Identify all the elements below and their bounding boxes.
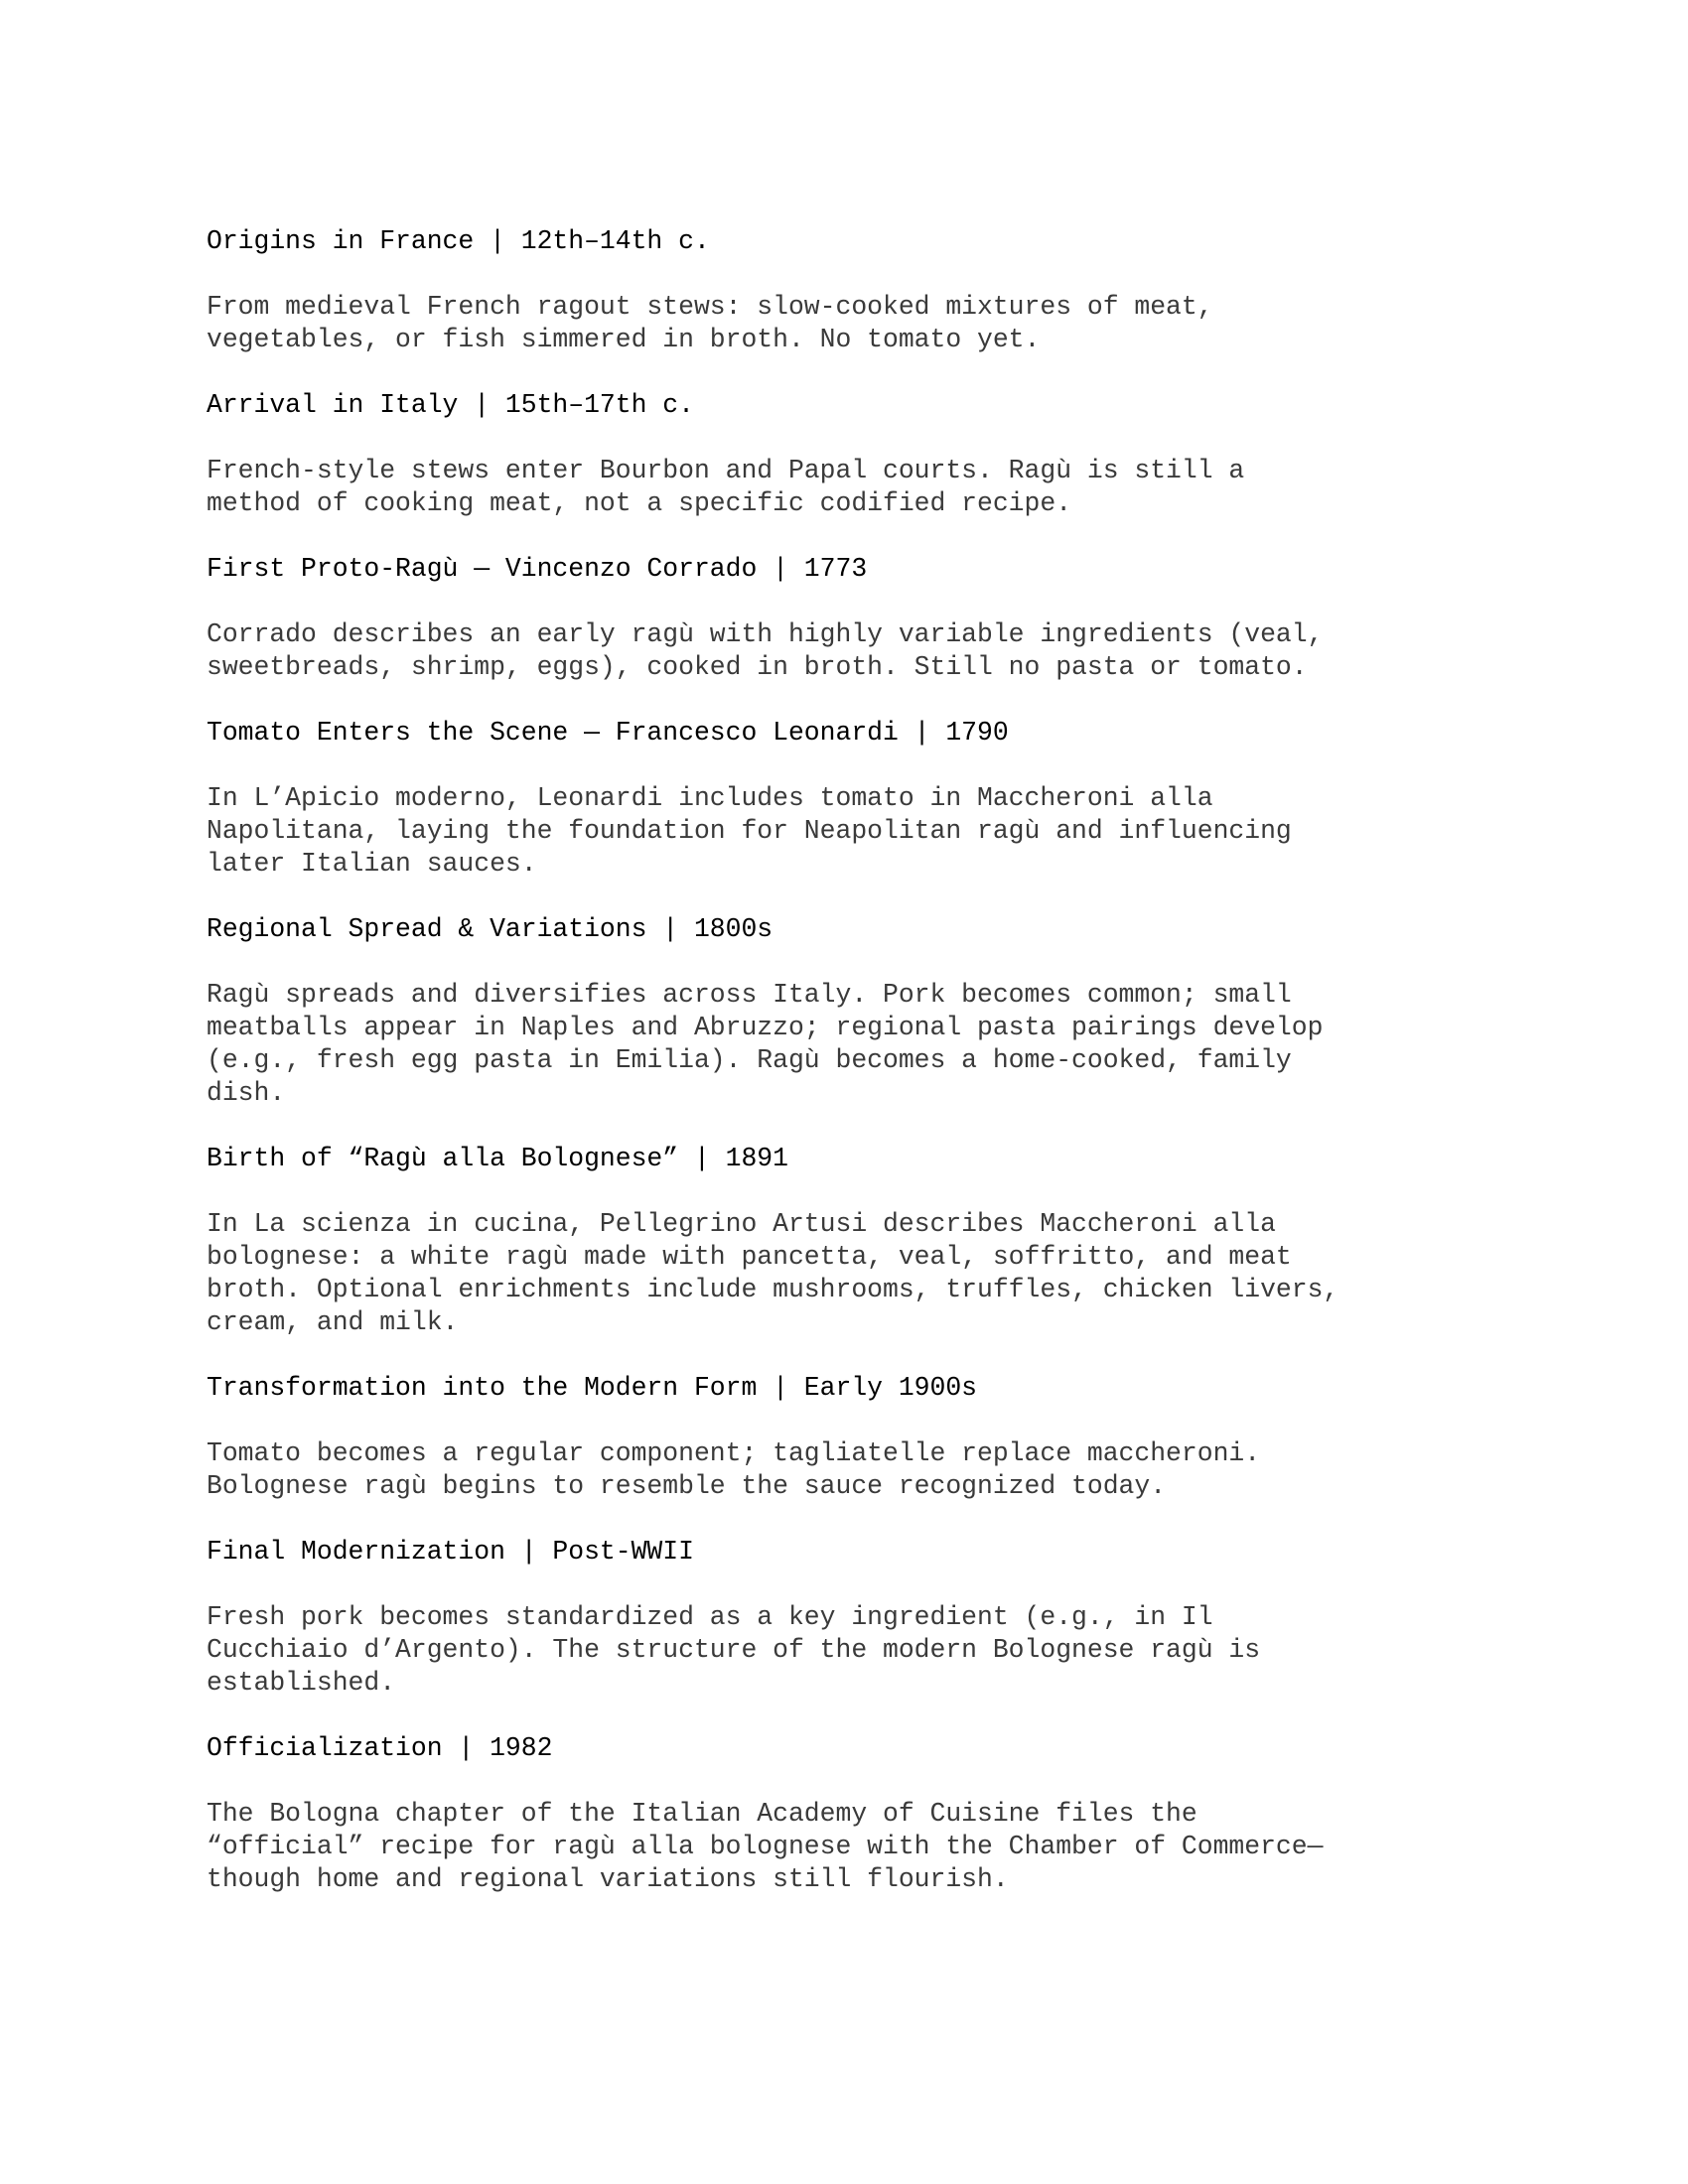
entry-heading: Officialization | 1982 bbox=[207, 1733, 553, 1763]
timeline-entry-arrival-italy bbox=[207, 389, 1529, 520]
entry-body: French-style stews enter Bourbon and Papal courts. Ragù is still a method of cooking meat, not a specific codified recipe. bbox=[207, 456, 1245, 518]
entry-heading: Arrival in Italy | 15th–17th c. bbox=[207, 390, 694, 420]
timeline-entry-tomato bbox=[207, 717, 1529, 881]
entry-body: Tomato becomes a regular component; tagliatelle replace maccheroni. Bolognese ragù begins to resemble the sauce recognized today. bbox=[207, 1438, 1261, 1501]
entry-heading: Origins in France | 12th–14th c. bbox=[207, 226, 710, 256]
entry-heading: Tomato Enters the Scene — Francesco Leonardi | 1790 bbox=[207, 718, 1009, 748]
entry-body: The Bologna chapter of the Italian Academy of Cuisine files the “official” recipe for ragù alla bolognese with the Chamber of Commerce— though home and regional variations still flourish. bbox=[207, 1799, 1324, 1894]
timeline-entry-modern-form bbox=[207, 1372, 1529, 1503]
timeline-entry-regional-spread bbox=[207, 913, 1529, 1110]
timeline-entry-origins-france bbox=[207, 225, 1529, 356]
entry-heading: Transformation into the Modern Form | Early 1900s bbox=[207, 1373, 978, 1403]
entry-heading: Birth of “Ragù alla Bolognese” | 1891 bbox=[207, 1144, 788, 1173]
entry-heading: First Proto-Ragù — Vincenzo Corrado | 1773 bbox=[207, 554, 868, 584]
entry-body: From medieval French ragout stews: slow-cooked mixtures of meat, vegetables, or fish simmered in broth. No tomato yet. bbox=[207, 292, 1213, 354]
entry-body: Ragù spreads and diversifies across Italy. Pork becomes common; small meatballs appear in Naples and Abruzzo; regional pasta pairings develop (e.g., fresh egg pasta in Emilia). Ragù becomes a home-cooked, family dish. bbox=[207, 980, 1324, 1108]
entry-body: In L’Apicio moderno, Leonardi includes tomato in Maccheroni alla Napolitana, laying the foundation for Neapolitan ragù and influencing later Italian sauces. bbox=[207, 783, 1292, 879]
timeline-entry-proto-ragu bbox=[207, 553, 1529, 684]
entry-heading: Regional Spread & Variations | 1800s bbox=[207, 914, 774, 944]
timeline-entry-bolognese-birth bbox=[207, 1143, 1529, 1339]
timeline-entry-final-modernization bbox=[207, 1536, 1529, 1700]
entry-body: Corrado describes an early ragù with highly variable ingredients (veal, sweetbreads, shrimp, eggs), cooked in broth. Still no pasta or tomato. bbox=[207, 619, 1324, 682]
timeline-entry-officialization bbox=[207, 1732, 1529, 1896]
entry-heading: Final Modernization | Post-WWII bbox=[207, 1537, 694, 1567]
entry-body: In La scienza in cucina, Pellegrino Artusi describes Maccheroni alla bolognese: a white ragù made with pancetta, veal, soffritto, and meat broth. Optional enrichments include mushrooms, truffles, chicken livers, cream, and milk. bbox=[207, 1209, 1339, 1337]
entry-body: Fresh pork becomes standardized as a key ingredient (e.g., in Il Cucchiaio d’Argento). The structure of the modern Bolognese ragù is established. bbox=[207, 1602, 1261, 1698]
